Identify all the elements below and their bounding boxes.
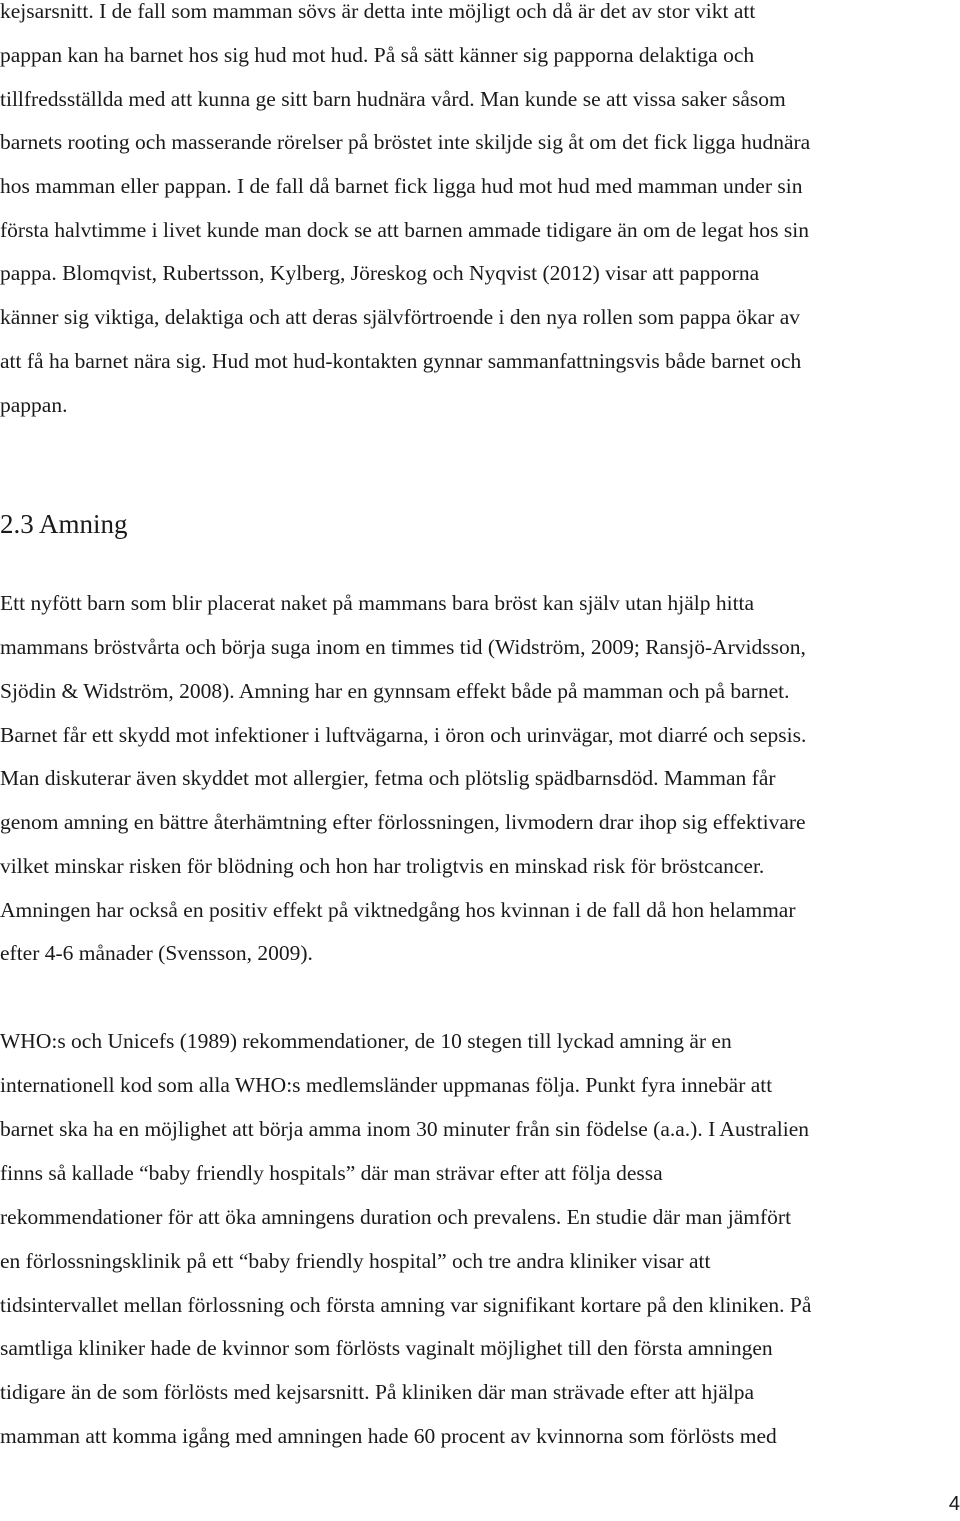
text-line: tidsintervallet mellan förlossning och första amning var signifikant kortare på den kliniken. På: [0, 1293, 812, 1317]
text-line: tidigare än de som förlösts med kejsarsnitt. På kliniken där man strävade efter att hjälpa: [0, 1380, 755, 1404]
text-line: finns så kallade “baby friendly hospitals” där man strävar efter att följa dessa: [0, 1161, 663, 1185]
text-line: Man diskuterar även skyddet mot allergier, fetma och plötslig spädbarnsdöd. Mamman får: [0, 766, 776, 790]
text-line: Ett nyfött barn som blir placerat naket på mammans bara bröst kan själv utan hjälp hitta: [0, 591, 755, 615]
page-number: 4: [948, 1493, 960, 1515]
text-line: Barnet får ett skydd mot infektioner i luftvägarna, i öron och urinvägar, mot diarré och sepsis.: [0, 723, 807, 747]
text-line: känner sig viktiga, delaktiga och att deras självförtroende i den nya rollen som pappa ökar av: [0, 305, 801, 329]
text-line: pappan kan ha barnet hos sig hud mot hud. På så sätt känner sig papporna delaktiga och: [0, 43, 755, 67]
text-line: första halvtimme i livet kunde man dock se att barnen ammade tidigare än om de legat hos sin: [0, 218, 810, 242]
text-line: mammans bröstvårta och börja suga inom en timmes tid (Widström, 2009; Ransjö-Arvidsson,: [0, 635, 806, 659]
text-line: barnets rooting och masserande rörelser på bröstet inte skiljde sig åt om det fick ligga hudnära: [0, 130, 811, 154]
text-line: mamman att komma igång med amningen hade 60 procent av kvinnorna som förlösts med: [0, 1424, 777, 1448]
text-line: pappan.: [0, 393, 68, 417]
text-line: pappa. Blomqvist, Rubertsson, Kylberg, Jöreskog och Nyqvist (2012) visar att papporna: [0, 261, 760, 285]
text-line: internationell kod som alla WHO:s medlemsländer uppmanas följa. Punkt fyra innebär att: [0, 1073, 773, 1097]
text-line: genom amning en bättre återhämtning efter förlossningen, livmodern drar ihop sig effektivare: [0, 810, 806, 834]
text-line: att få ha barnet nära sig. Hud mot hud-kontakten gynnar sammanfattningsvis både barnet och: [0, 349, 802, 373]
text-line: Sjödin & Widström, 2008). Amning har en gynnsam effekt både på mamman och på barnet.: [0, 679, 790, 703]
text-line: vilket minskar risken för blödning och hon har troligtvis en minskad risk för bröstcancer.: [0, 854, 765, 878]
text-line: WHO:s och Unicefs (1989) rekommendationer, de 10 stegen till lyckad amning är en: [0, 1029, 732, 1053]
text-line: hos mamman eller pappan. I de fall då barnet fick ligga hud mot hud med mamman under sin: [0, 174, 803, 198]
text-line: samtliga kliniker hade de kvinnor som förlösts vaginalt möjlighet till den första amningen: [0, 1336, 773, 1360]
text-line: tillfredsställda med att kunna ge sitt barn hudnära vård. Man kunde se att vissa saker såsom: [0, 87, 786, 111]
text-line: en förlossningsklinik på ett “baby friendly hospital” och tre andra kliniker visar att: [0, 1249, 711, 1273]
text-line: efter 4-6 månader (Svensson, 2009).: [0, 941, 313, 965]
text-line: kejsarsnitt. I de fall som mamman sövs är detta inte möjligt och då är det av stor vikt att: [0, 0, 756, 23]
text-line: rekommendationer för att öka amningens duration och prevalens. En studie där man jämfört: [0, 1205, 792, 1229]
section-heading: 2.3 Amning: [0, 509, 128, 539]
text-line: Amningen har också en positiv effekt på viktnedgång hos kvinnan i de fall då hon helammar: [0, 898, 796, 922]
text-line: barnet ska ha en möjlighet att börja amma inom 30 minuter från sin födelse (a.a.). I Australien: [0, 1117, 809, 1141]
